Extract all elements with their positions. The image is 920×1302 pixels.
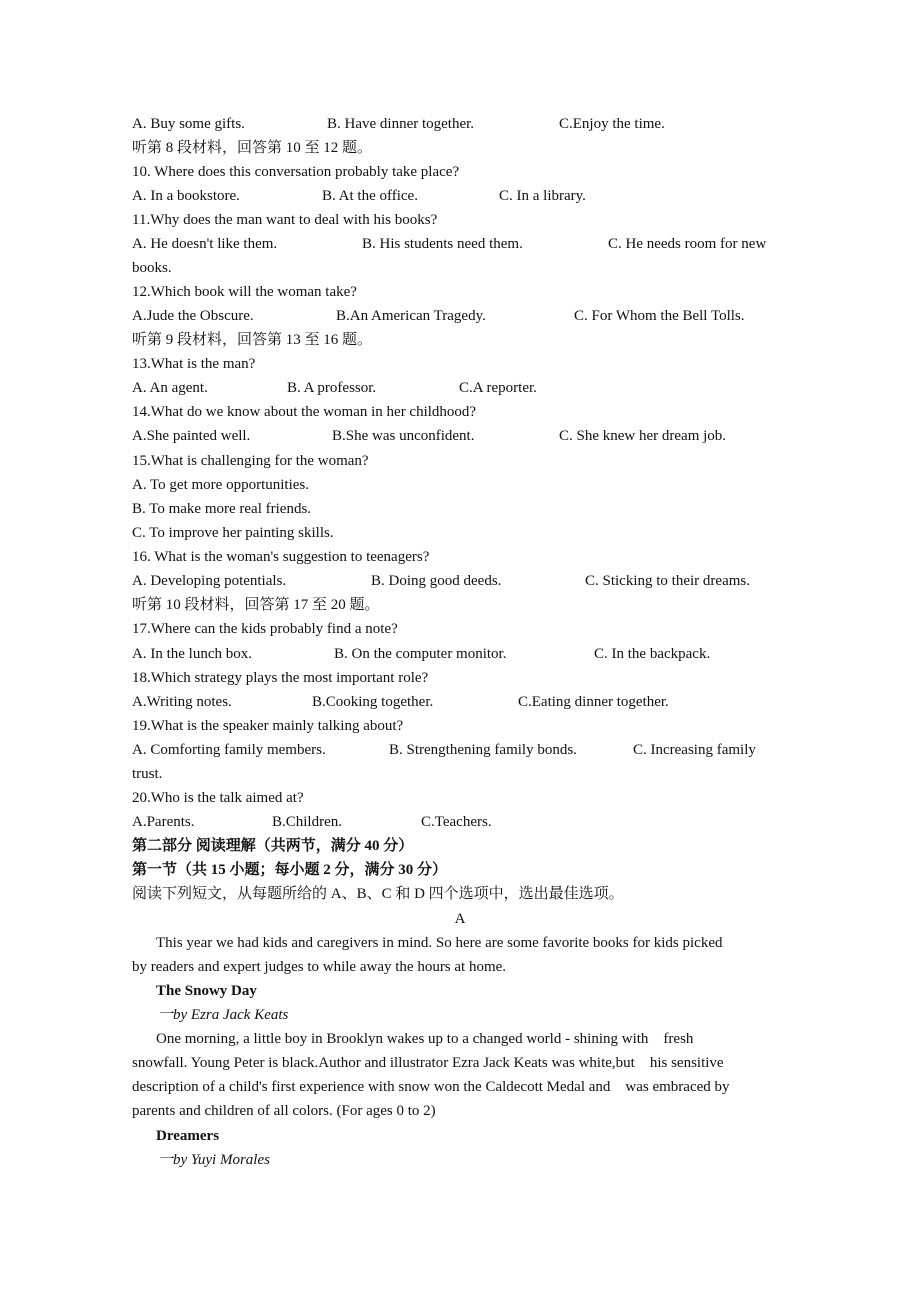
question-20-stem: 20.Who is the talk aimed at? xyxy=(132,790,304,806)
question-15-stem: 15.What is challenging for the woman? xyxy=(132,453,369,469)
option-a: A. In the lunch box. xyxy=(132,646,252,662)
option-c: C. In the backpack. xyxy=(594,646,711,662)
option-a: A. He doesn't like them. xyxy=(132,236,278,252)
question-13-stem: 13.What is the man? xyxy=(132,356,256,372)
question-17-stem: 17.Where can the kids probably find a note? xyxy=(132,621,398,637)
option-c: C. Sticking to their dreams. xyxy=(585,573,750,589)
question-15-option-a: A. To get more opportunities. xyxy=(132,477,309,493)
option-c: C. Increasing family xyxy=(633,742,756,758)
option-a: A. Buy some gifts. xyxy=(132,116,245,132)
question-19-option-wrap: trust. xyxy=(132,766,163,782)
part-2-heading: 第二部分 阅读理解（共两节，满分 40 分） xyxy=(132,838,414,854)
question-11-stem: 11.Why does the man want to deal with his books? xyxy=(132,212,438,228)
option-c: C. He needs room for new xyxy=(608,236,767,252)
reading-instructions: 阅读下列短文，从每题所给的 A、B、C 和 D 四个选项中，选出最佳选项。 xyxy=(132,886,624,902)
option-c: C. She knew her dream job. xyxy=(559,428,727,444)
option-b: B. On the computer monitor. xyxy=(334,646,507,662)
option-c: C.A reporter. xyxy=(459,380,537,396)
option-b: B. His students need them. xyxy=(362,236,523,252)
question-11-option-wrap: books. xyxy=(132,260,172,276)
question-18-stem: 18.Which strategy plays the most important role? xyxy=(132,670,429,686)
option-c: C.Eating dinner together. xyxy=(518,694,669,710)
book-2-author: 一by Yuyi Morales xyxy=(158,1152,270,1168)
question-12-stem: 12.Which book will the woman take? xyxy=(132,284,357,300)
option-b: B.Children. xyxy=(272,814,342,830)
option-a: A.Parents. xyxy=(132,814,195,830)
option-a: A. Developing potentials. xyxy=(132,573,287,589)
option-a: A.Writing notes. xyxy=(132,694,232,710)
option-a: A.Jude the Obscure. xyxy=(132,308,254,324)
intro-line-1: This year we had kids and caregivers in mind. So here are some favorite books for kids picked xyxy=(156,935,723,951)
question-15-option-b: B. To make more real friends. xyxy=(132,501,312,517)
section-9-heading: 听第 9 段材料，回答第 13 至 16 题。 xyxy=(132,332,373,348)
question-10-stem: 10. Where does this conversation probably take place? xyxy=(132,164,460,180)
section-8-heading: 听第 8 段材料，回答第 10 至 12 题。 xyxy=(132,140,373,156)
book-1-text-line-3: description of a child's first experience with snow won the Caldecott Medal and was embraced by xyxy=(132,1079,730,1095)
book-2-title: Dreamers xyxy=(156,1128,220,1144)
passage-label: A xyxy=(454,911,466,927)
section-1-heading: 第一节（共 15 小题；每小题 2 分，满分 30 分） xyxy=(132,862,448,878)
intro-line-2: by readers and expert judges to while away the hours at home. xyxy=(132,959,507,975)
option-a: A. An agent. xyxy=(132,380,208,396)
option-a: A. In a bookstore. xyxy=(132,188,240,204)
book-1-text-line-1: One morning, a little boy in Brooklyn wakes up to a changed world - shining with fresh xyxy=(156,1031,694,1047)
option-b: B. A professor. xyxy=(287,380,377,396)
option-c: C. For Whom the Bell Tolls. xyxy=(574,308,745,324)
option-a: A. Comforting family members. xyxy=(132,742,326,758)
option-a: A.She painted well. xyxy=(132,428,251,444)
option-c: C.Teachers. xyxy=(421,814,492,830)
book-1-title: The Snowy Day xyxy=(156,983,257,999)
option-b: B. Doing good deeds. xyxy=(371,573,502,589)
section-10-heading: 听第 10 段材料，回答第 17 至 20 题。 xyxy=(132,597,380,613)
option-b: B.She was unconfident. xyxy=(332,428,475,444)
book-1-text-line-4: parents and children of all colors. (For ages 0 to 2) xyxy=(132,1103,436,1119)
book-1-text-line-2: snowfall. Young Peter is black.Author and illustrator Ezra Jack Keats was white,but his sensitive xyxy=(132,1055,724,1071)
question-16-stem: 16. What is the woman's suggestion to teenagers? xyxy=(132,549,430,565)
book-1-author: 一by Ezra Jack Keats xyxy=(158,1007,289,1023)
option-b: B. Strengthening family bonds. xyxy=(389,742,577,758)
question-19-stem: 19.What is the speaker mainly talking about? xyxy=(132,718,404,734)
option-c: C. In a library. xyxy=(499,188,586,204)
question-15-option-c: C. To improve her painting skills. xyxy=(132,525,334,541)
option-b: B.Cooking together. xyxy=(312,694,434,710)
option-b: B.An American Tragedy. xyxy=(336,308,486,324)
question-14-stem: 14.What do we know about the woman in her childhood? xyxy=(132,404,477,420)
option-b: B. Have dinner together. xyxy=(327,116,475,132)
option-b: B. At the office. xyxy=(322,188,418,204)
option-c: C.Enjoy the time. xyxy=(559,116,665,132)
